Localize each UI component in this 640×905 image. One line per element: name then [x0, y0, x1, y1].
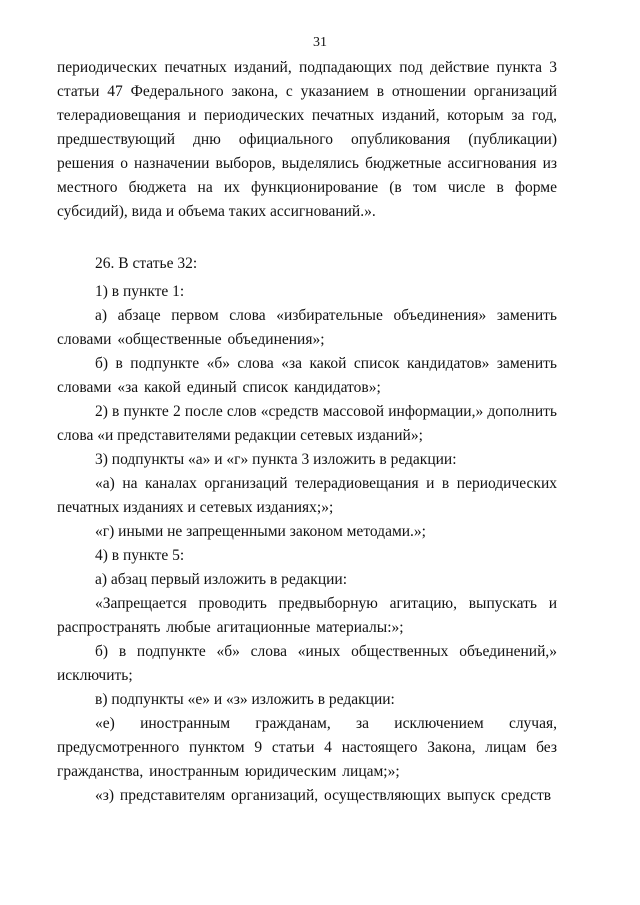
item-4a-paragraph: а) абзац первый изложить в редакции: — [95, 571, 348, 588]
item-4-paragraph: 4) в пункте 5: — [95, 547, 185, 564]
item-3-paragraph: 3) подпункты «а» и «г» пункта 3 изложить в редакции: — [95, 451, 457, 468]
section-heading: 26. В статье 32: — [95, 255, 198, 272]
item-1-paragraph: 1) в пункте 1: — [95, 283, 185, 300]
page-number: 31 — [313, 35, 327, 50]
item-4a-quote: «Запрещается проводить предвыборную агитацию, выпускать и распространять любые агитационные материалы:»; — [57, 595, 557, 636]
item-1a-paragraph: а) абзаце первом слова «избирательные объединения» заменить словами «общественные объединения»; — [57, 307, 557, 348]
item-3a-quote: «а) на каналах организаций телерадиовещания и в периодических печатных изданиях и сетевых изданиях;»; — [57, 475, 557, 516]
continuation-paragraph-block — [57, 56, 557, 224]
item-4z-quote: «з) представителям организаций, осуществляющих выпуск средств — [95, 787, 552, 804]
article-amendments-block — [57, 252, 557, 808]
item-4b-paragraph: б) в подпункте «б» слова «иных общественных объединений,» исключить; — [57, 643, 557, 684]
continuation-paragraph: периодических печатных изданий, подпадающих под действие пункта 3 статьи 47 Федерального закона, с указанием в отношении организаций телерадиовещания и периодических печатных изданий, которым за год, предшествующий дню официального опубликования (публикации) решения о назначении выборов, выделялись бюджетные ассигнования из местного бюджета на их функционирование (в том числе в форме субсидий), вида и объема таких ассигнований.». — [57, 59, 557, 220]
item-4v-paragraph: в) подпункты «е» и «з» изложить в редакции: — [95, 691, 395, 708]
item-4e-quote: «е) иностранным гражданам, за исключением случая, предусмотренного пунктом 9 статьи 4 настоящего Закона, лицам без гражданства, иностранным юридическим лицам;»; — [57, 715, 557, 780]
item-1b-paragraph: б) в подпункте «б» слова «за какой список кандидатов» заменить словами «за какой единый список кандидатов»; — [57, 355, 557, 396]
item-3g-quote: «г) иными не запрещенными законом методами.»; — [95, 523, 426, 540]
item-2-paragraph: 2) в пункте 2 после слов «средств массовой информации,» дополнить слова «и представителями редакции сетевых изданий»; — [57, 403, 557, 444]
